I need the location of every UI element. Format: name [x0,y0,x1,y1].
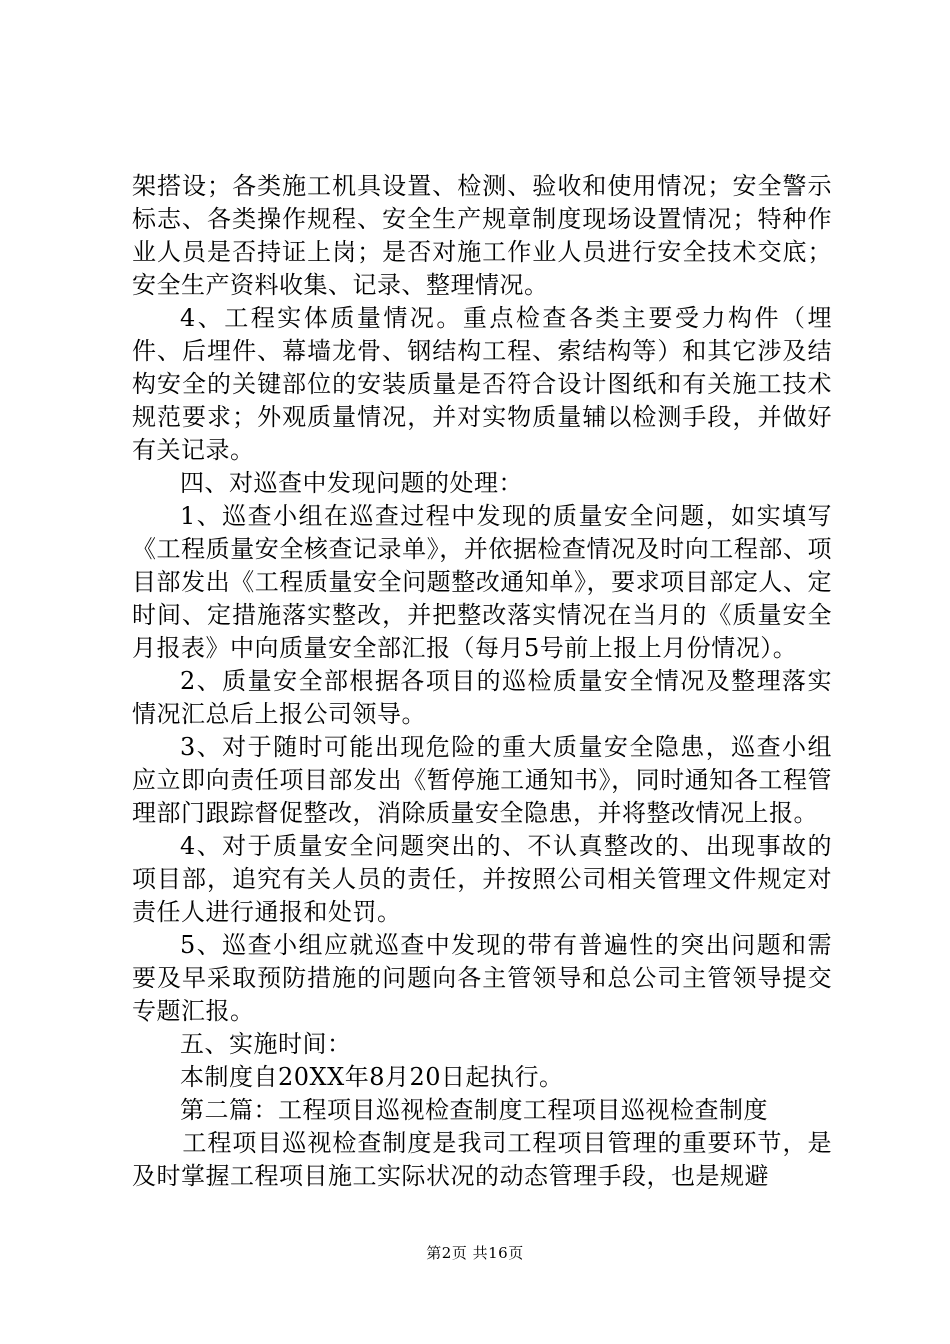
paragraph-5: 3、对于随时可能出现危险的重大质量安全隐患，巡查小组应立即向责任项目部发出《暂停施工通知书》，同时通知各工程管理部门跟踪督促整改，消除质量安全隐患，并将整改情况上报。 [132,733,832,827]
section-heading-5: 五、实施时间： [180,1030,352,1058]
paragraph-2: 4、工程实体质量情况。重点检查各类主要受力构件（埋件、后埋件、幕墙龙骨、钢结构工程、索结构等）和其它涉及结构安全的关键部位的安装质量是否符合设计图纸和有关施工技术规范要求；外观质量情况，并对实物质量辅以检测手段，并做好有关记录。 [132,304,832,464]
paragraph-7: 5、巡查小组应就巡查中发现的带有普遍性的突出问题和需要及早采取预防措施的问题向各主管领导和总公司主管领导提交专题汇报。 [132,931,832,1025]
section-heading-4: 四、对巡查中发现问题的处理： [180,469,523,497]
paragraph-3: 1、巡查小组在巡查过程中发现的质量安全问题，如实填写《工程质量安全核查记录单》，并依据检查情况及时向工程部、项目部发出《工程质量安全问题整改通知单》，要求项目部定人、定时间、定措施落实整改，并把整改落实情况在当月的《质量安全月报表》中向质量安全部汇报（每月5号前上报上月份情况）。 [132,502,832,662]
paragraph-6: 4、对于质量安全问题突出的、不认真整改的、出现事故的项目部，追究有关人员的责任，并按照公司相关管理文件规定对责任人进行通报和处罚。 [132,832,832,926]
paragraph-1: 架搭设；各类施工机具设置、检测、验收和使用情况；安全警示标志、各类操作规程、安全生产规章制度现场设置情况；特种作业人员是否持证上岗；是否对施工作业人员进行安全技术交底；安全生产资料收集、记录、整理情况。 [132,172,832,299]
paragraph-4: 2、质量安全部根据各项目的巡检质量安全情况及整理落实情况汇总后上报公司领导。 [132,667,832,728]
document-body [132,170,832,1193]
chapter-heading-2: 第二篇：工程项目巡视检查制度工程项目巡视检查制度 [180,1096,768,1124]
paragraph-9: 工程项目巡视检查制度是我司工程项目管理的重要环节，是及时掌握工程项目施工实际状况的动态管理手段，也是规避 [132,1129,832,1190]
paragraph-8: 本制度自20XX年8月20日起执行。 [180,1063,564,1091]
page-number-footer: 第2页 共16页 [426,1244,524,1262]
